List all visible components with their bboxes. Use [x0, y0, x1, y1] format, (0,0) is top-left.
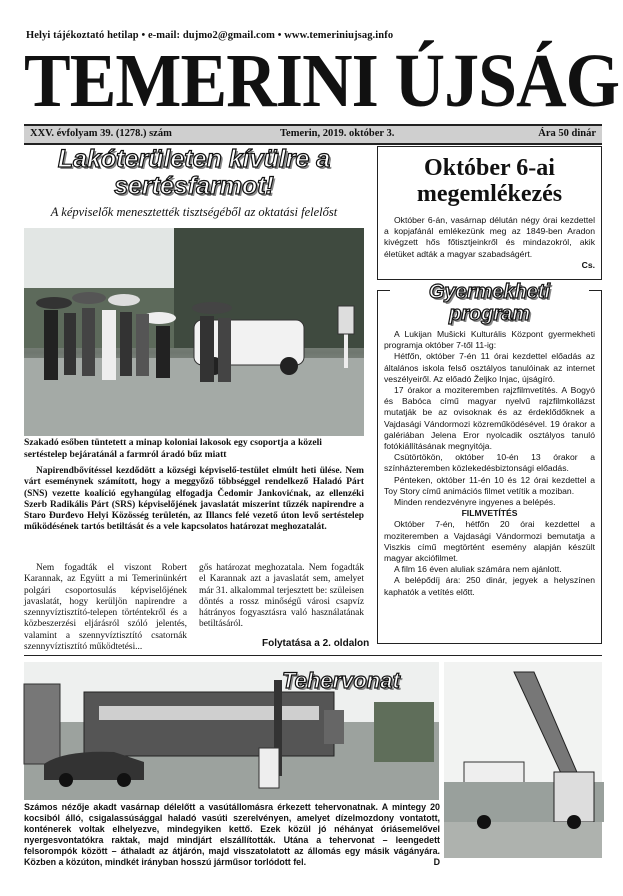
film-subheading: FILMVETÍTÉS — [461, 508, 518, 519]
article-intro-text: Napirendbővítéssel kezdődött a községi képviselő-testület elmúlt heti ülése. Nem várt eseménynek számított, hogy a meggyőző többséggel rendelkező Haladó Párt (SNS) vezette koalíció egyhangúlag elfogadja Čedomir Jankovićnak, az ellenzéki Szerb Radikális Párt (SRS) képviselőjének javaslatát miszerint tűzzék napirendre a Staro Đurđevo Helyi Közösség területén, az Illancs felé vezető úton levő sertéstelep működésének tartós betiltását és a vele kapcsolatos határozat meghozatalát. — [24, 466, 364, 533]
article-column-2 — [199, 563, 364, 631]
train-caption — [24, 802, 440, 868]
protest-scene — [24, 228, 364, 436]
program-thursday: Csütörtökön, október 10-én 13 órakor a színházteremben közlekedésbiztonsági előadás. — [384, 452, 595, 474]
childrens-week-body — [384, 329, 595, 598]
freight-train-title: Tehervonat — [282, 668, 400, 693]
volume-label: XXV. évfolyam 39. (1278.) szám — [30, 128, 172, 139]
masthead: TEMERINI ÚJSÁG — [24, 39, 620, 123]
childrens-week-box — [377, 281, 602, 644]
film-screening: Október 7-én, hétfőn 20 órai kezdettel a moziteremben a Vajdasági Vándormozi bemutatja a Viszkis című megtörtént esemény alapján készült magyar akciófilmet. — [384, 519, 595, 564]
commemoration-box — [377, 146, 602, 280]
main-headline: Lakóterületen kívülre a sertésfarmot! — [57, 145, 331, 200]
price-label: Ára 50 dinár — [538, 128, 596, 139]
train-caption-text: Számos nézője akadt vasárnap délelőtt a vasútállomásra érkezett tehervonatnak. A mintegy 20 kocsiból álló, csigalassúsággal haladó vasúti szerelvényen, amelyet dízelmozdony vontatott, konténerek voltak elhelyezve, mindegyiken kettő. Ezek közül jó néhányat óriásemelővel nyergesvontatókra raktak, majd mindjárt elszállították. Utána a tehervonat – leengedett felsorompók között – áthaladt az átjárón, majd visszatolatott az állomás egy másik vágányára. Közben a közúton, mindkét irányban hosszú járműsor torlódott fel. — [24, 802, 440, 867]
main-subhead: A képviselők menesztették tisztségéből az oktatási felelőst — [50, 205, 338, 219]
commemoration-signature: Cs. — [581, 259, 595, 270]
article-column-2-text: gős határozat meghozatala. Nem fogadták el Karannak azt a javaslatát sem, amelyet már 31. alkalommal terjesztett be: szüleisen döntés a rossz minőségű városi csapvíz hátrányos fogyasztásra való használatának betiltásáról. — [199, 563, 364, 630]
program-friday: Pénteken, október 11-én 10 és 12 órai kezdettel a Toy Story című animációs filmet vetítik a moziban. — [384, 474, 595, 496]
childrens-week-title: Gyermekheti program — [390, 281, 589, 325]
crane-photo — [444, 662, 602, 858]
freight-train-section — [24, 655, 602, 867]
film-age-note: A film 16 éven aluliak számára nem ajánlott. — [394, 564, 562, 575]
program-free-entry: Minden rendezvényre ingyenes a belépés. — [394, 497, 556, 508]
program-monday: Hétfőn, október 7-én 11 órai kezdettel előadás az általános iskola felső osztályos tanulóinak az internet veszélyeiről. Az előadó Željko Injac, újságíró. — [384, 351, 595, 384]
continued-note: Folytatása a 2. oldalon — [262, 638, 370, 649]
crane-scene — [444, 662, 602, 858]
commemoration-body — [384, 215, 595, 271]
info-bar — [24, 124, 602, 145]
program-intro: A Lukijan Mušicki Kulturális Központ gyermekheti programja október 7-től 11-ig: — [384, 329, 595, 351]
commemoration-title: Október 6-ai megemlékezés — [416, 155, 563, 207]
article-intro — [24, 466, 364, 534]
program-cartoon: 17 órakor a moziteremben rajzfilmvetítés. A Bogyó és Babóca című magyar nyelvű rajzfilmkollázst mutatják be az ovisoknak és az érdeklődőknek a Vajdasági Vándormozi közreműködésével. 19 órakor a galériában Jelena Eror nyolcadik osztályos tanuló fotókiállításának megnyitója. — [384, 385, 595, 452]
issue-date: Temerin, 2019. október 3. — [280, 128, 395, 139]
film-price: A belépődíj ára: 250 dinár, jegyek a helyszínen kaphatók a vetítés előtt. — [384, 575, 595, 597]
top-line: Helyi tájékoztató hetilap • e-mail: dujmo2@gmail.com • www.temeriniujsag.info — [26, 30, 394, 41]
train-signature: D — [433, 857, 440, 867]
article-column-1 — [24, 563, 187, 653]
commemoration-text: Október 6-án, vasárnap délután négy órai kezdettel a kopjafánál emlékezünk meg az 1849-ben Aradon kivégzett hős főtisztjeinkről és mindazokról, akik életüket adták a magyar szabadságért. — [384, 215, 595, 259]
protest-photo — [24, 228, 364, 436]
photo-caption: Szakadó esőben tüntetett a minap koloniai lakosok egy csoportja a közeli sertéstelep bejáratánál a farmról áradó bűz miatt — [24, 437, 322, 460]
article-column-1-text: Nem fogadták el viszont Robert Karannak, az Együtt a mi Temerinünkért polgári csoportosulás képviselőjének javaslatát, hogy kerüljön napirendre a szennyvíztisztító-telepen történtekről és a közbeszerzési eljárásról szóló jelentés, valamint a szennyvíztisztító csatornák szennyvíztisztító működtetési... — [24, 563, 187, 653]
